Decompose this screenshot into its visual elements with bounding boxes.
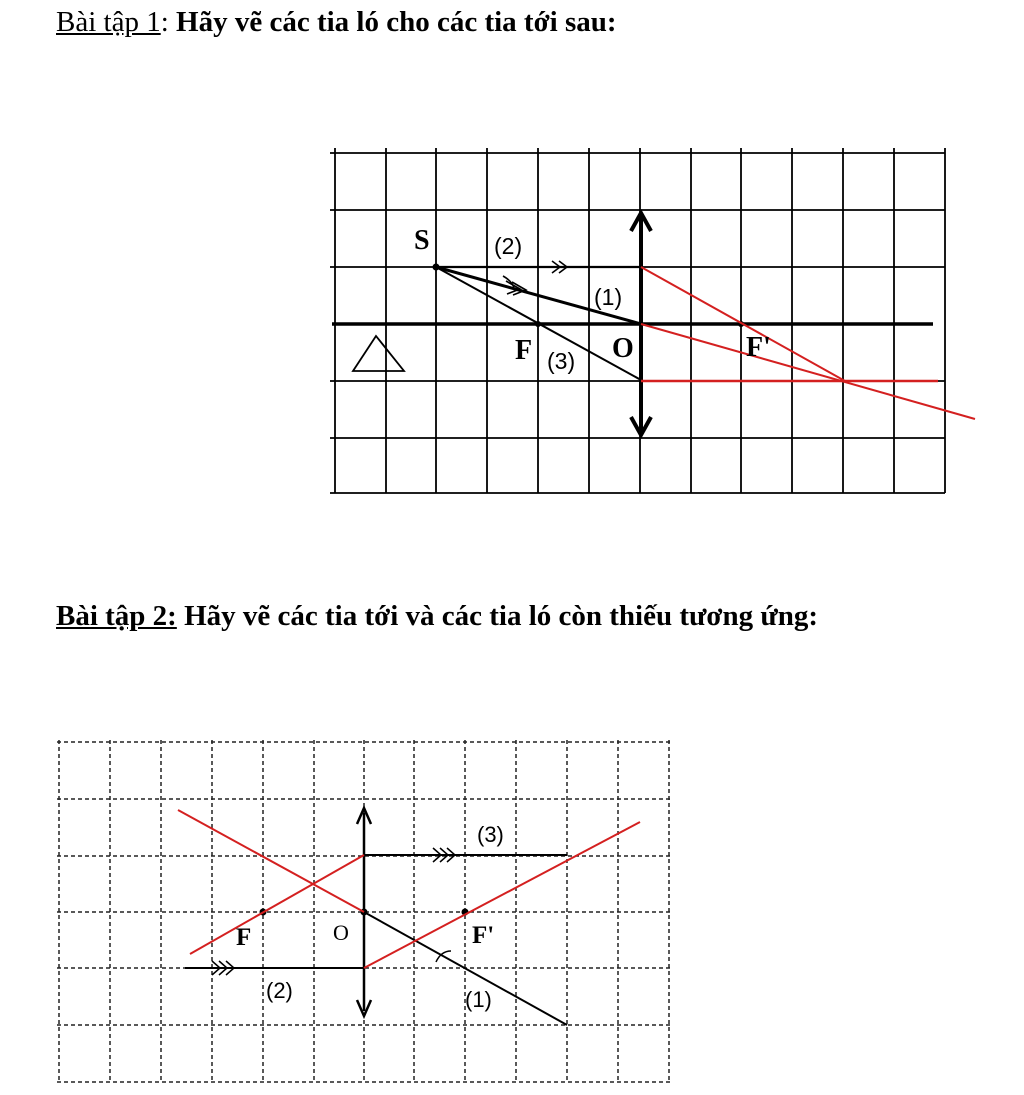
diagram-1: [330, 148, 975, 493]
label-F-1: F: [515, 335, 533, 366]
label-ray-1-2: (1): [465, 987, 492, 1012]
diagram-2: [57, 740, 671, 1083]
label-O-2: O: [333, 920, 349, 945]
label-Fprime-1: F': [746, 332, 771, 363]
point-F-1: [535, 321, 541, 327]
label-F-2: F: [236, 924, 252, 951]
exercise-2-instruction: Hãy vẽ các tia tới và các tia ló còn thiếu tương ứng:: [176, 600, 819, 632]
label-O-1: O: [612, 333, 634, 364]
exercise-1-instruction: Hãy vẽ các tia ló cho các tia tới sau:: [168, 6, 617, 38]
object-triangle-icon: [353, 336, 404, 371]
label-ray-1-1: (1): [594, 284, 623, 310]
exercise-1-number: Bài tập 1: [56, 6, 161, 38]
label-Fprime-2: F': [472, 922, 495, 949]
label-S: S: [414, 225, 430, 256]
exercise-1-colon: :: [160, 6, 169, 38]
point-S: [433, 264, 440, 271]
incident-ray-1-answer: [178, 810, 364, 912]
label-ray-2-2: (2): [266, 978, 293, 1003]
label-ray-3-1: (3): [547, 348, 576, 374]
label-ray-3-2: (3): [477, 822, 504, 847]
label-ray-2-1: (2): [494, 233, 523, 259]
diagram-1-grid: [330, 148, 945, 493]
exercise-2-number: Bài tập 2:: [56, 600, 177, 632]
